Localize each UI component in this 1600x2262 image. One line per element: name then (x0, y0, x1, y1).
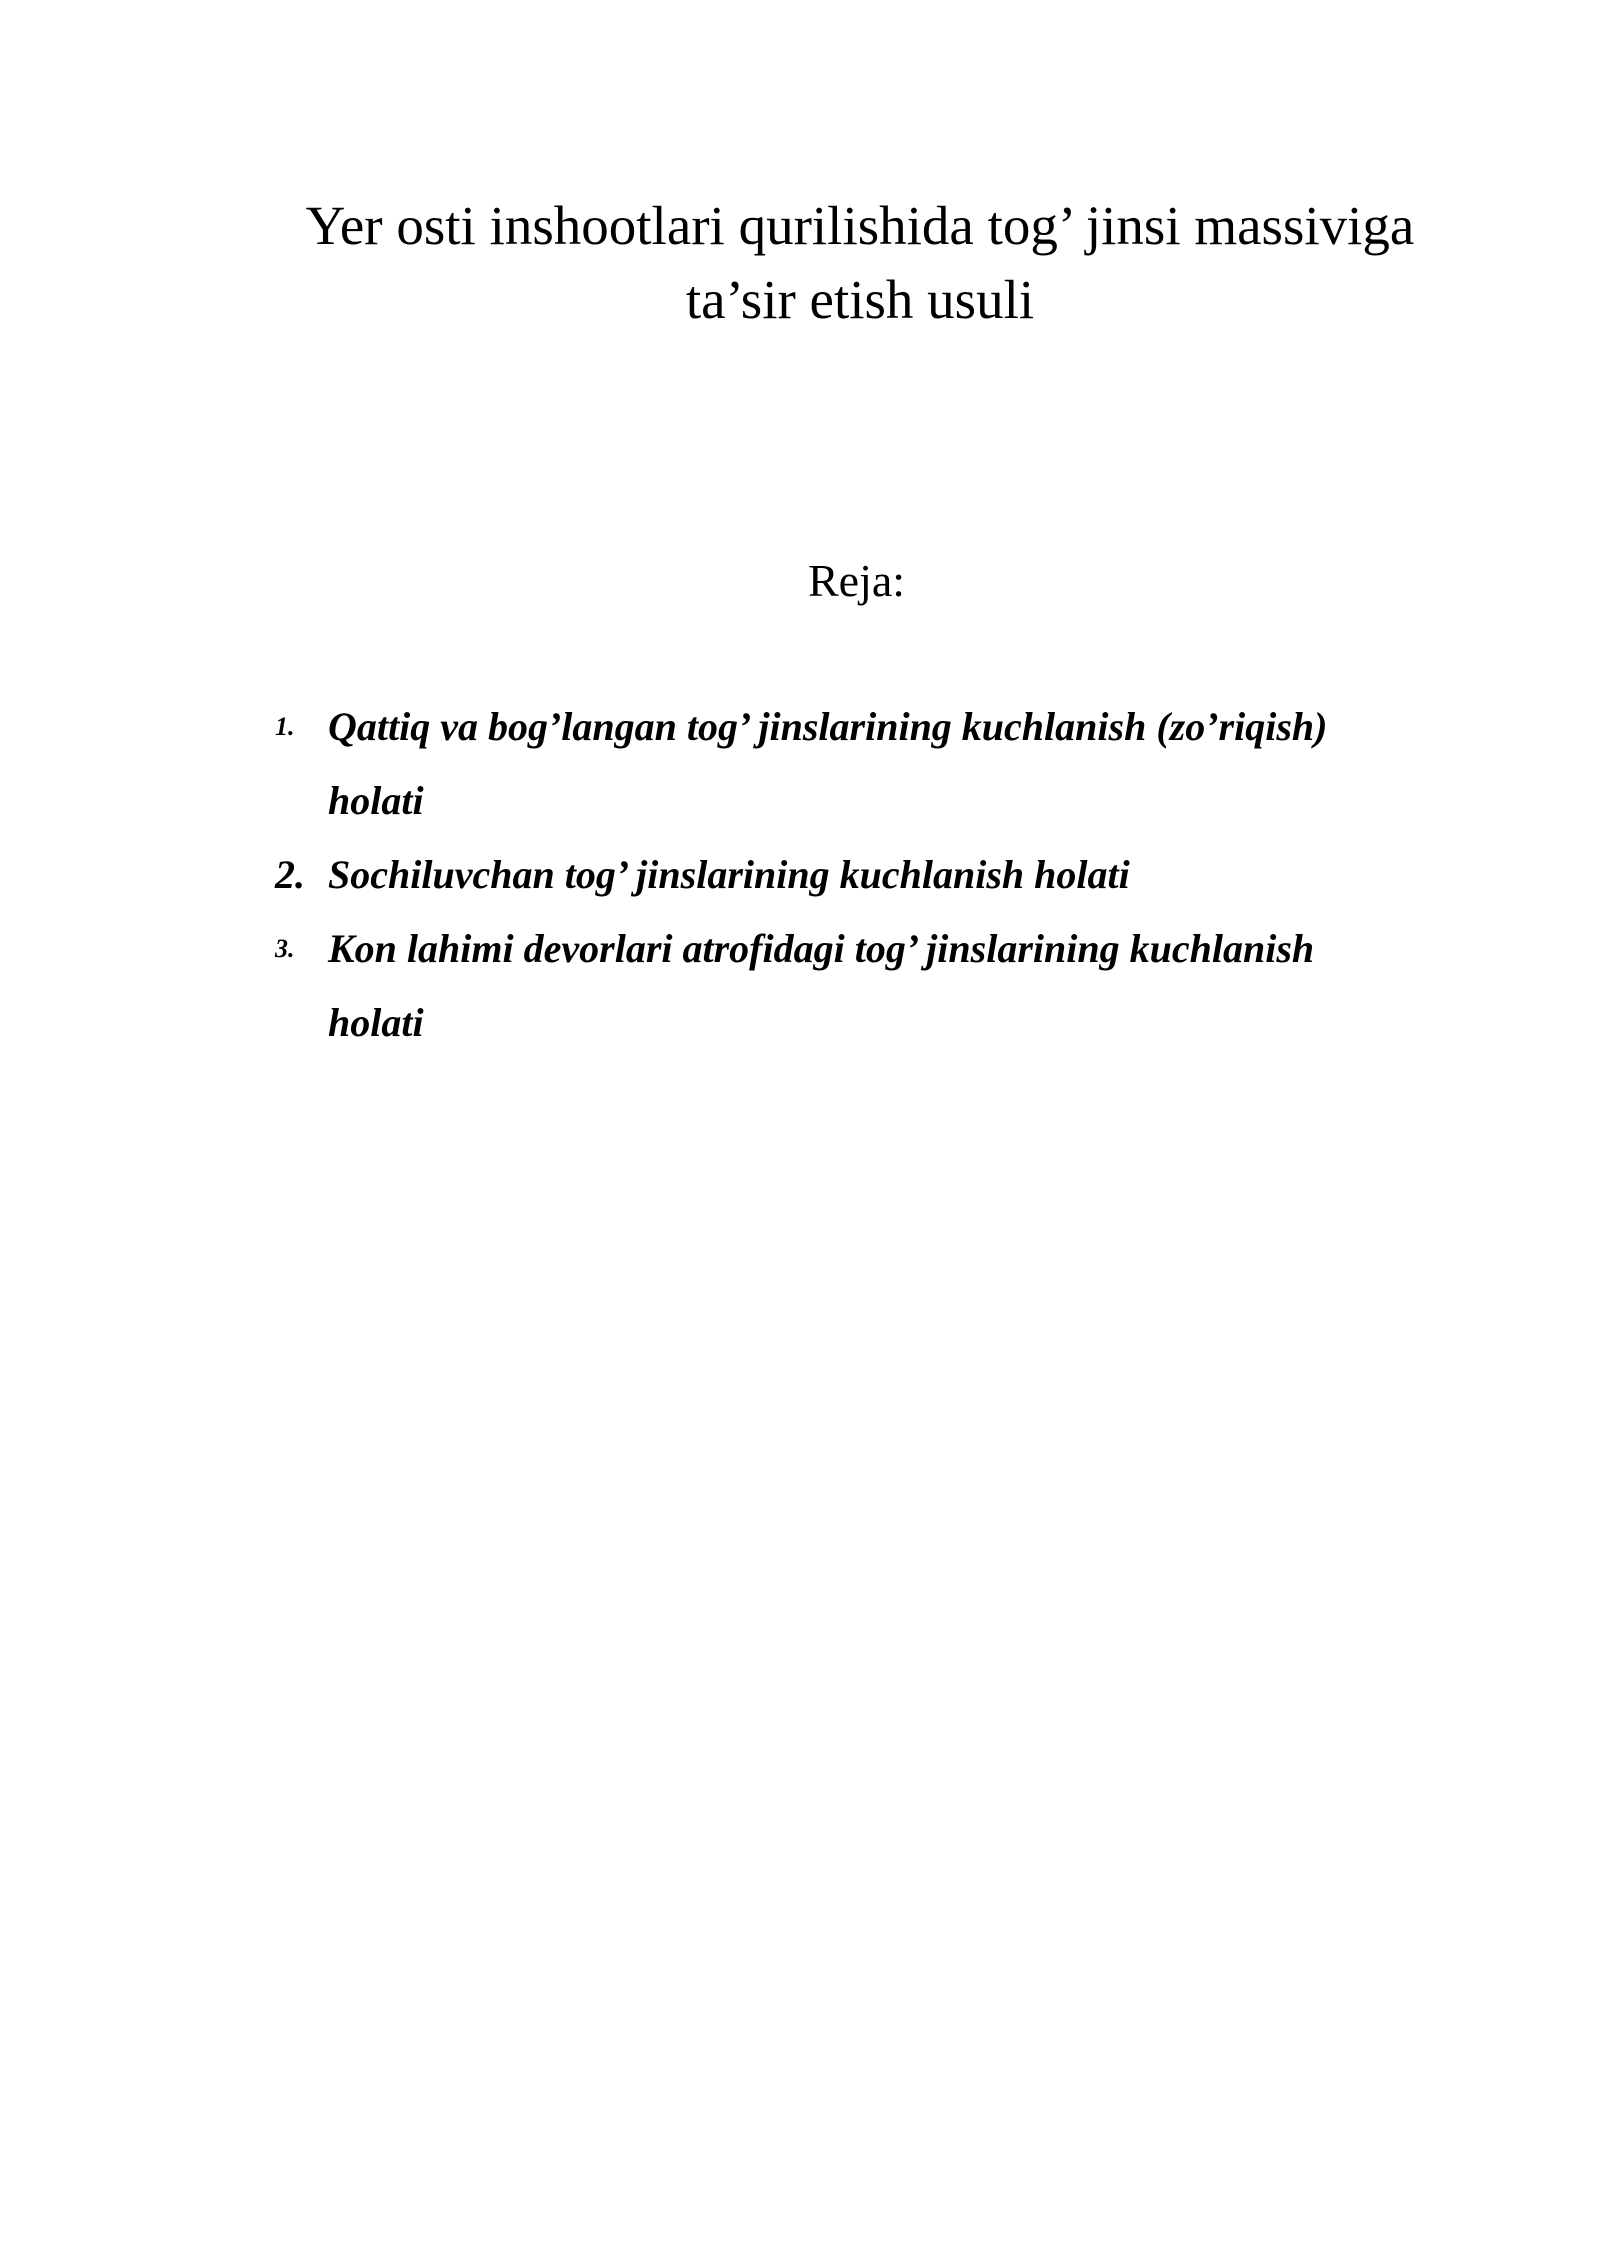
plan-item-line: Sochiluvchan tog’ jinslarining kuchlanish holati (328, 852, 1130, 897)
plan-item-text (328, 912, 1428, 1060)
plan-item-line: Qattiq va bog’langan tog’ jinslarining kuchlanish (zo’riqish) (328, 704, 1328, 749)
plan-item-text (328, 690, 1428, 838)
plan-item-line: holati (328, 778, 424, 823)
plan-item-line: holati (328, 1000, 424, 1045)
plan-item-3 (275, 912, 1475, 1060)
title-line-2: ta’sir etish usuli (685, 268, 1035, 330)
title-line-1: Yer osti inshootlari qurilishida tog’ jinsi massiviga (305, 194, 1415, 256)
plan-item-number: 1. (275, 712, 295, 741)
document-title (0, 189, 1600, 337)
plan-item-2 (275, 838, 1475, 912)
plan-item-text (328, 838, 1428, 912)
plan-item-1 (275, 690, 1475, 838)
plan-item-number: 2. (275, 852, 305, 897)
plan-item-line: Kon lahimi devorlari atrofidagi tog’ jinslarining kuchlanish (328, 926, 1315, 971)
plan-list (275, 690, 1475, 1060)
plan-heading: Reja: (808, 555, 906, 606)
plan-item-number: 3. (275, 934, 295, 963)
